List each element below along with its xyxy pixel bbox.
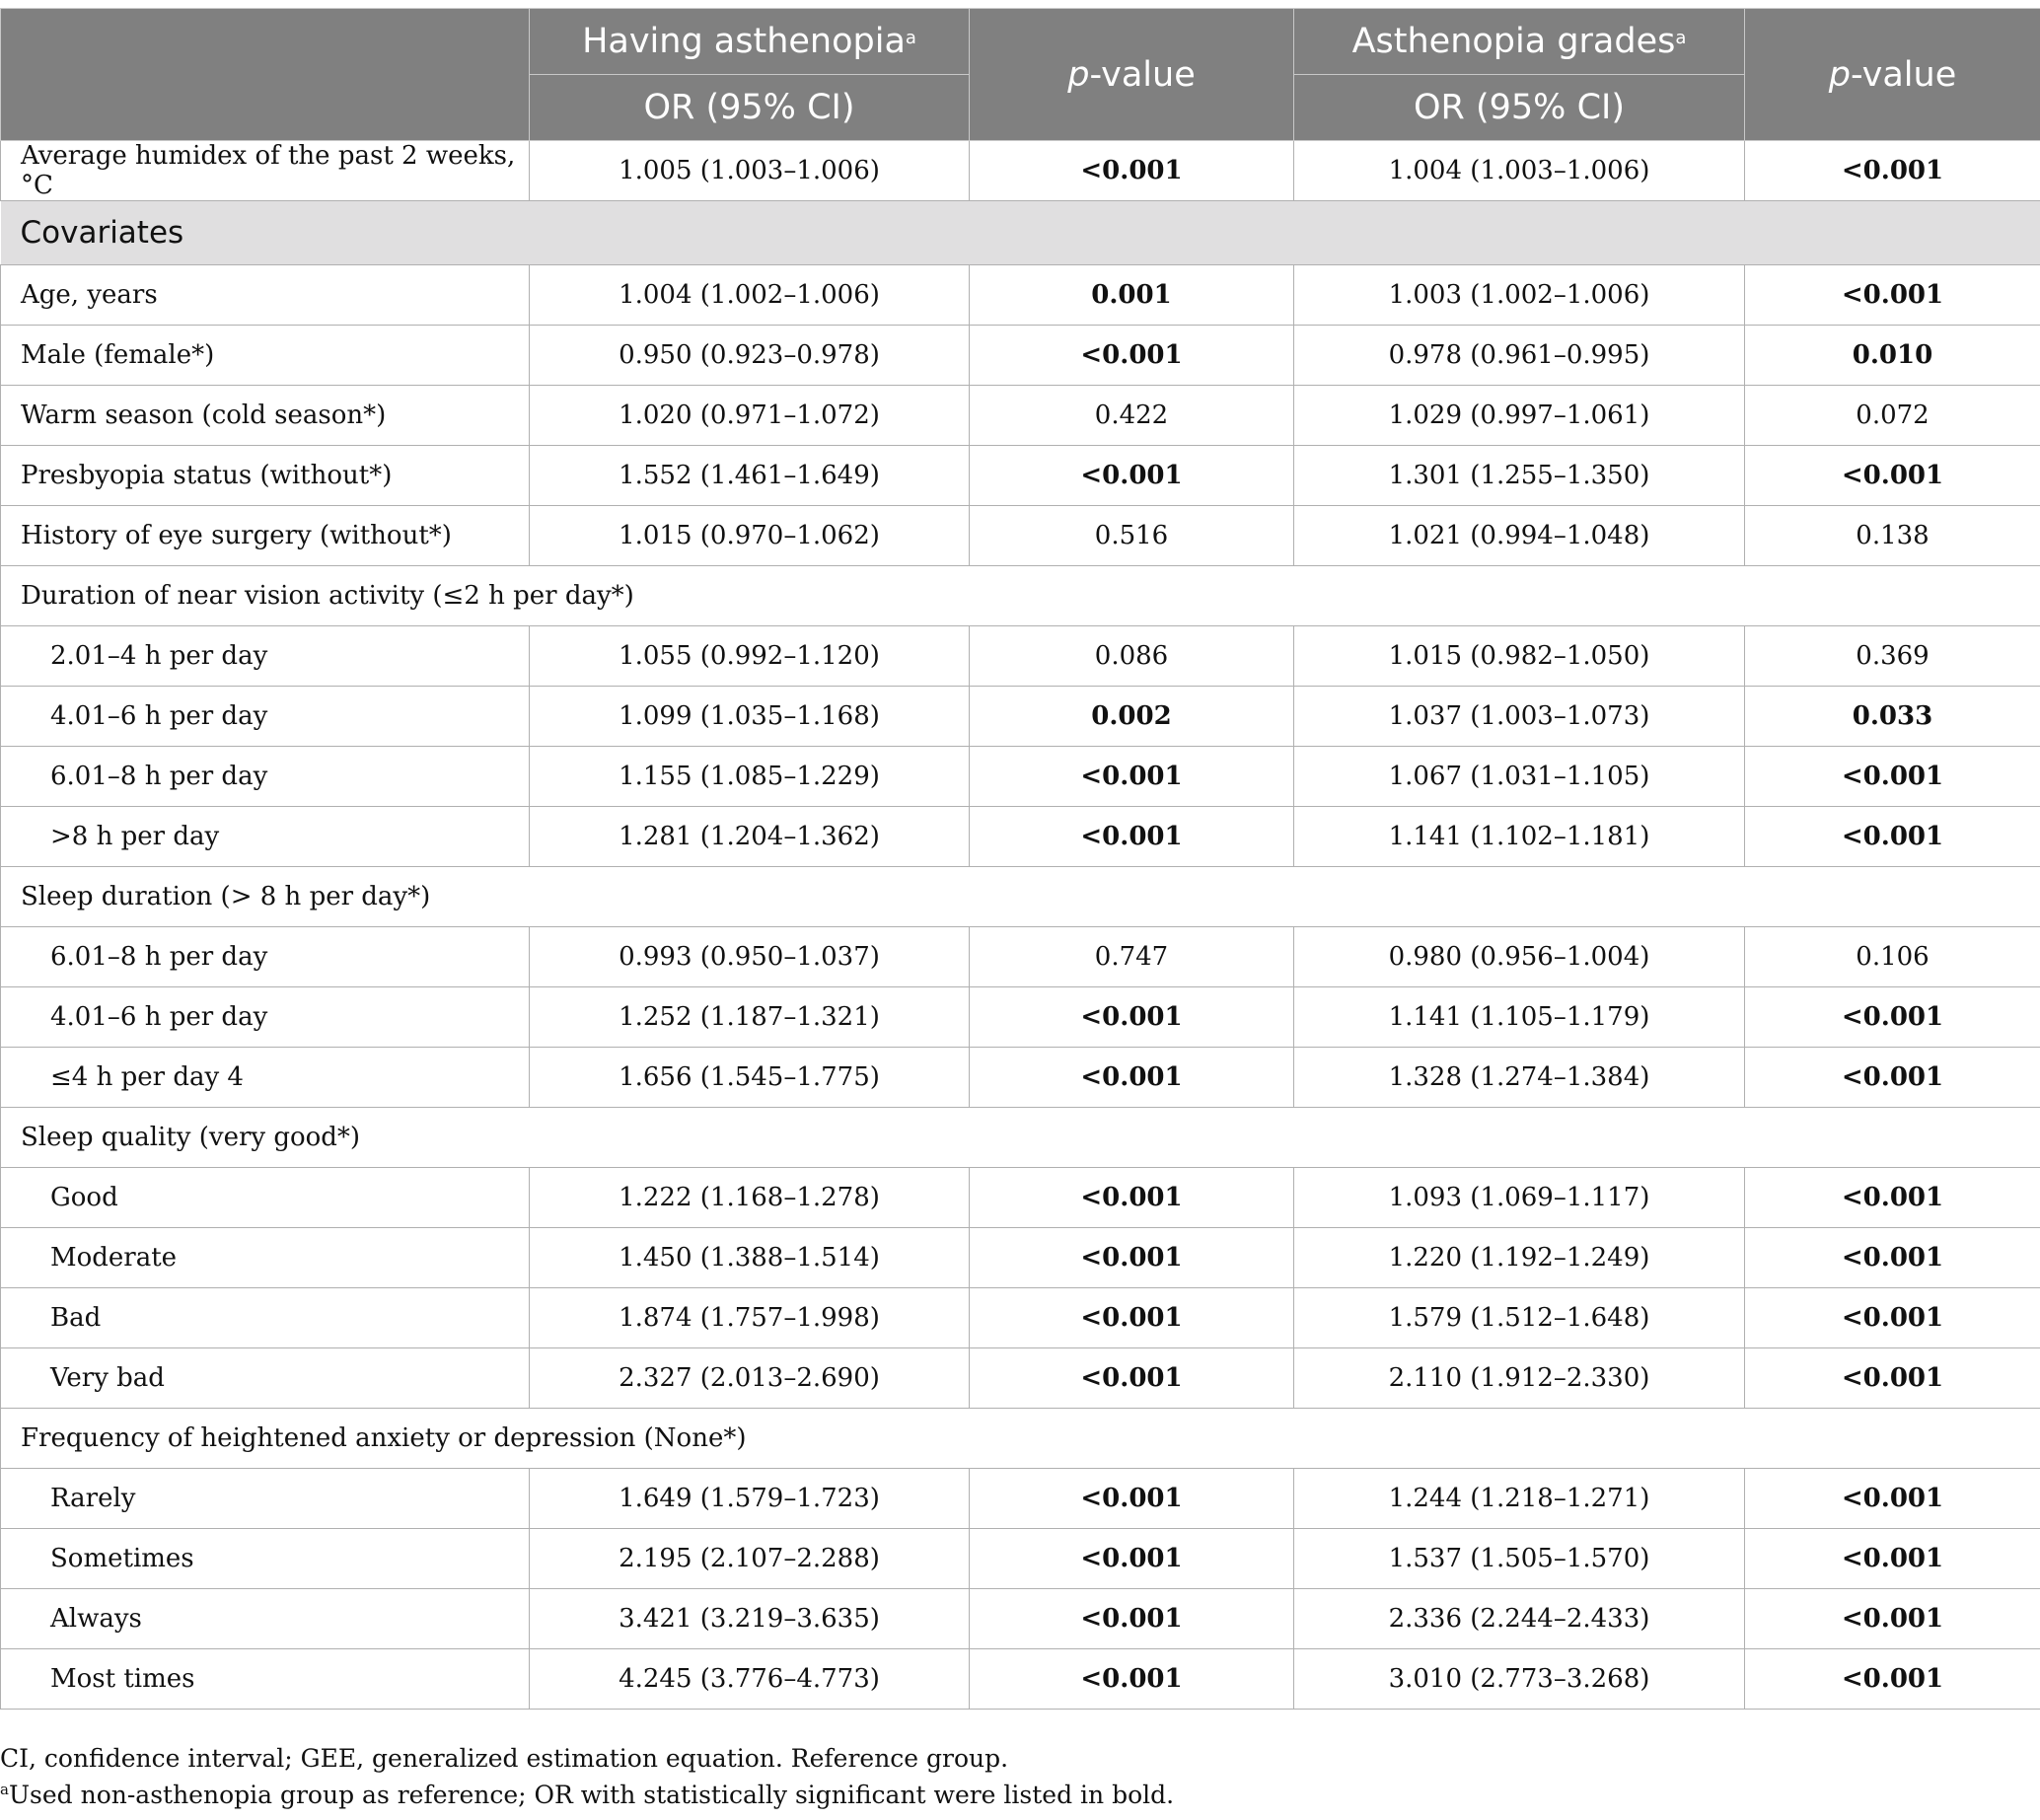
p-value: <0.001	[1745, 1228, 2040, 1288]
header-sup: a	[905, 28, 916, 48]
table-row	[1, 1649, 2040, 1710]
header-p-italic: p	[1828, 54, 1851, 95]
or-ci-value: 1.301 (1.255–1.350)	[1294, 446, 1745, 506]
p-value: <0.001	[1745, 446, 2040, 506]
p-value: <0.001	[1745, 1288, 2040, 1348]
p-value: <0.001	[1745, 1469, 2040, 1529]
or-ci-value: 1.328 (1.274–1.384)	[1294, 1048, 1745, 1108]
or-ci-value: 1.874 (1.757–1.998)	[530, 1288, 970, 1348]
row-label: 6.01–8 h per day	[1, 927, 530, 987]
table-row	[1, 1288, 2040, 1348]
or-ci-value: 3.421 (3.219–3.635)	[530, 1589, 970, 1649]
group-label: Sleep quality (very good*)	[1, 1108, 2040, 1168]
row-label: Very bad	[1, 1348, 530, 1409]
or-ci-value: 1.450 (1.388–1.514)	[530, 1228, 970, 1288]
row-label: >8 h per day	[1, 807, 530, 867]
row-label: Good	[1, 1168, 530, 1228]
p-value: <0.001	[970, 1048, 1294, 1108]
table-row	[1, 747, 2040, 807]
row-label: Average humidex of the past 2 weeks, °C	[1, 141, 530, 201]
or-ci-value: 1.244 (1.218–1.271)	[1294, 1469, 1745, 1529]
row-label: 6.01–8 h per day	[1, 747, 530, 807]
footnote-1: CI, confidence interval; GEE, generalized estimation equation. Reference group.	[0, 1744, 1009, 1773]
header-or-ci-2: OR (95% CI)	[1294, 75, 1745, 141]
row-label: Presbyopia status (without*)	[1, 446, 530, 506]
or-ci-value: 1.537 (1.505–1.570)	[1294, 1529, 1745, 1589]
group-row	[1, 1108, 2040, 1168]
or-ci-value: 1.649 (1.579–1.723)	[530, 1469, 970, 1529]
header-p-value-1	[970, 9, 1294, 141]
row-label: Age, years	[1, 265, 530, 326]
p-value: 0.002	[970, 687, 1294, 747]
or-ci-value: 2.327 (2.013–2.690)	[530, 1348, 970, 1409]
p-value: <0.001	[1745, 807, 2040, 867]
or-ci-value: 0.980 (0.956–1.004)	[1294, 927, 1745, 987]
p-value: <0.001	[1745, 141, 2040, 201]
or-ci-value: 4.245 (3.776–4.773)	[530, 1649, 970, 1710]
or-ci-value: 0.950 (0.923–0.978)	[530, 326, 970, 386]
header-blank	[1, 9, 530, 141]
or-ci-value: 0.993 (0.950–1.037)	[530, 927, 970, 987]
header-p-rest: -value	[1089, 54, 1196, 95]
p-value: <0.001	[970, 987, 1294, 1048]
group-label: Duration of near vision activity (≤2 h per day*)	[1, 566, 2040, 626]
or-ci-value: 1.093 (1.069–1.117)	[1294, 1168, 1745, 1228]
p-value: <0.001	[1745, 1048, 2040, 1108]
or-ci-value: 1.099 (1.035–1.168)	[530, 687, 970, 747]
or-ci-value: 1.015 (0.970–1.062)	[530, 506, 970, 566]
or-ci-value: 2.336 (2.244–2.433)	[1294, 1589, 1745, 1649]
or-ci-value: 1.141 (1.102–1.181)	[1294, 807, 1745, 867]
p-value: <0.001	[970, 1589, 1294, 1649]
p-value: 0.516	[970, 506, 1294, 566]
row-label: Warm season (cold season*)	[1, 386, 530, 446]
or-ci-value: 1.004 (1.002–1.006)	[530, 265, 970, 326]
p-value: <0.001	[1745, 265, 2040, 326]
p-value: 0.747	[970, 927, 1294, 987]
or-ci-value: 1.005 (1.003–1.006)	[530, 141, 970, 201]
p-value: <0.001	[1745, 1649, 2040, 1710]
p-value: <0.001	[1745, 747, 2040, 807]
p-value: <0.001	[970, 141, 1294, 201]
table-row	[1, 626, 2040, 687]
group-row	[1, 566, 2040, 626]
header-p-italic: p	[1067, 54, 1090, 95]
p-value: <0.001	[970, 1348, 1294, 1409]
p-value: <0.001	[970, 1228, 1294, 1288]
table-row	[1, 807, 2040, 867]
row-label: Always	[1, 1589, 530, 1649]
table-row	[1, 386, 2040, 446]
row-label: 2.01–4 h per day	[1, 626, 530, 687]
p-value: <0.001	[970, 1529, 1294, 1589]
p-value: 0.138	[1745, 506, 2040, 566]
p-value: <0.001	[970, 446, 1294, 506]
row-label: 4.01–6 h per day	[1, 687, 530, 747]
row-label: Male (female*)	[1, 326, 530, 386]
table-row	[1, 265, 2040, 326]
p-value: <0.001	[1745, 1529, 2040, 1589]
table-row	[1, 1168, 2040, 1228]
table-row	[1, 1529, 2040, 1589]
row-label: Bad	[1, 1288, 530, 1348]
or-ci-value: 2.195 (2.107–2.288)	[530, 1529, 970, 1589]
header-row	[1, 9, 2040, 75]
or-ci-value: 1.222 (1.168–1.278)	[530, 1168, 970, 1228]
or-ci-value: 1.004 (1.003–1.006)	[1294, 141, 1745, 201]
or-ci-value: 1.141 (1.105–1.179)	[1294, 987, 1745, 1048]
p-value: <0.001	[970, 807, 1294, 867]
row-label: Sometimes	[1, 1529, 530, 1589]
or-ci-value: 1.252 (1.187–1.321)	[530, 987, 970, 1048]
table-row	[1, 326, 2040, 386]
p-value: 0.422	[970, 386, 1294, 446]
p-value: 0.033	[1745, 687, 2040, 747]
p-value: 0.010	[1745, 326, 2040, 386]
footnote-2	[0, 1781, 2040, 1809]
results-table	[0, 8, 2040, 1710]
group-row	[1, 1409, 2040, 1469]
p-value: <0.001	[970, 1649, 1294, 1710]
row-label: History of eye surgery (without*)	[1, 506, 530, 566]
group-row	[1, 867, 2040, 927]
or-ci-value: 1.067 (1.031–1.105)	[1294, 747, 1745, 807]
p-value: <0.001	[970, 1168, 1294, 1228]
row-label: 4.01–6 h per day	[1, 987, 530, 1048]
or-ci-value: 0.978 (0.961–0.995)	[1294, 326, 1745, 386]
or-ci-value: 1.281 (1.204–1.362)	[530, 807, 970, 867]
p-value: <0.001	[1745, 987, 2040, 1048]
row-label: Rarely	[1, 1469, 530, 1529]
table-body	[1, 141, 2040, 1710]
or-ci-value: 1.029 (0.997–1.061)	[1294, 386, 1745, 446]
or-ci-value: 2.110 (1.912–2.330)	[1294, 1348, 1745, 1409]
table-row	[1, 1228, 2040, 1288]
table-row	[1, 141, 2040, 201]
table-row	[1, 687, 2040, 747]
or-ci-value: 1.656 (1.545–1.775)	[530, 1048, 970, 1108]
table-row	[1, 1589, 2040, 1649]
group-label: Frequency of heightened anxiety or depression (None*)	[1, 1409, 2040, 1469]
table-row	[1, 1048, 2040, 1108]
p-value: <0.001	[1745, 1168, 2040, 1228]
row-label: Most times	[1, 1649, 530, 1710]
or-ci-value: 1.003 (1.002–1.006)	[1294, 265, 1745, 326]
p-value: <0.001	[970, 747, 1294, 807]
or-ci-value: 1.220 (1.192–1.249)	[1294, 1228, 1745, 1288]
p-value: <0.001	[970, 1288, 1294, 1348]
header-p-value-2	[1745, 9, 2040, 141]
p-value: <0.001	[970, 1469, 1294, 1529]
table-row	[1, 927, 2040, 987]
table-row	[1, 446, 2040, 506]
header-sup: a	[1675, 28, 1687, 48]
table-row	[1, 1348, 2040, 1409]
p-value: 0.086	[970, 626, 1294, 687]
p-value: 0.369	[1745, 626, 2040, 687]
footnote-2-text: Used non-asthenopia group as reference; OR with statistically significant were listed in bold.	[8, 1781, 1175, 1809]
header-p-rest: -value	[1850, 54, 1957, 95]
or-ci-value: 1.020 (0.971–1.072)	[530, 386, 970, 446]
p-value: 0.072	[1745, 386, 2040, 446]
or-ci-value: 1.021 (0.994–1.048)	[1294, 506, 1745, 566]
footnote-sup: a	[0, 1781, 9, 1798]
header-having-asthenopia	[530, 9, 970, 75]
row-label: ≤4 h per day 4	[1, 1048, 530, 1108]
table-row	[1, 1469, 2040, 1529]
header-having-asthenopia-text: Having asthenopia	[582, 22, 906, 61]
section-label: Covariates	[1, 201, 2040, 265]
or-ci-value: 1.037 (1.003–1.073)	[1294, 687, 1745, 747]
or-ci-value: 1.552 (1.461–1.649)	[530, 446, 970, 506]
p-value: <0.001	[970, 326, 1294, 386]
p-value: 0.106	[1745, 927, 2040, 987]
header-or-ci-1: OR (95% CI)	[530, 75, 970, 141]
group-label: Sleep duration (> 8 h per day*)	[1, 867, 2040, 927]
header-asthenopia-grades	[1294, 9, 1745, 75]
p-value: <0.001	[1745, 1589, 2040, 1649]
row-label: Moderate	[1, 1228, 530, 1288]
table-row	[1, 987, 2040, 1048]
or-ci-value: 1.015 (0.982–1.050)	[1294, 626, 1745, 687]
or-ci-value: 1.155 (1.085–1.229)	[530, 747, 970, 807]
header-asthenopia-grades-text: Asthenopia grades	[1351, 22, 1676, 61]
or-ci-value: 1.055 (0.992–1.120)	[530, 626, 970, 687]
or-ci-value: 1.579 (1.512–1.648)	[1294, 1288, 1745, 1348]
table-row	[1, 506, 2040, 566]
section-row	[1, 201, 2040, 265]
p-value: 0.001	[970, 265, 1294, 326]
or-ci-value: 3.010 (2.773–3.268)	[1294, 1649, 1745, 1710]
p-value: <0.001	[1745, 1348, 2040, 1409]
